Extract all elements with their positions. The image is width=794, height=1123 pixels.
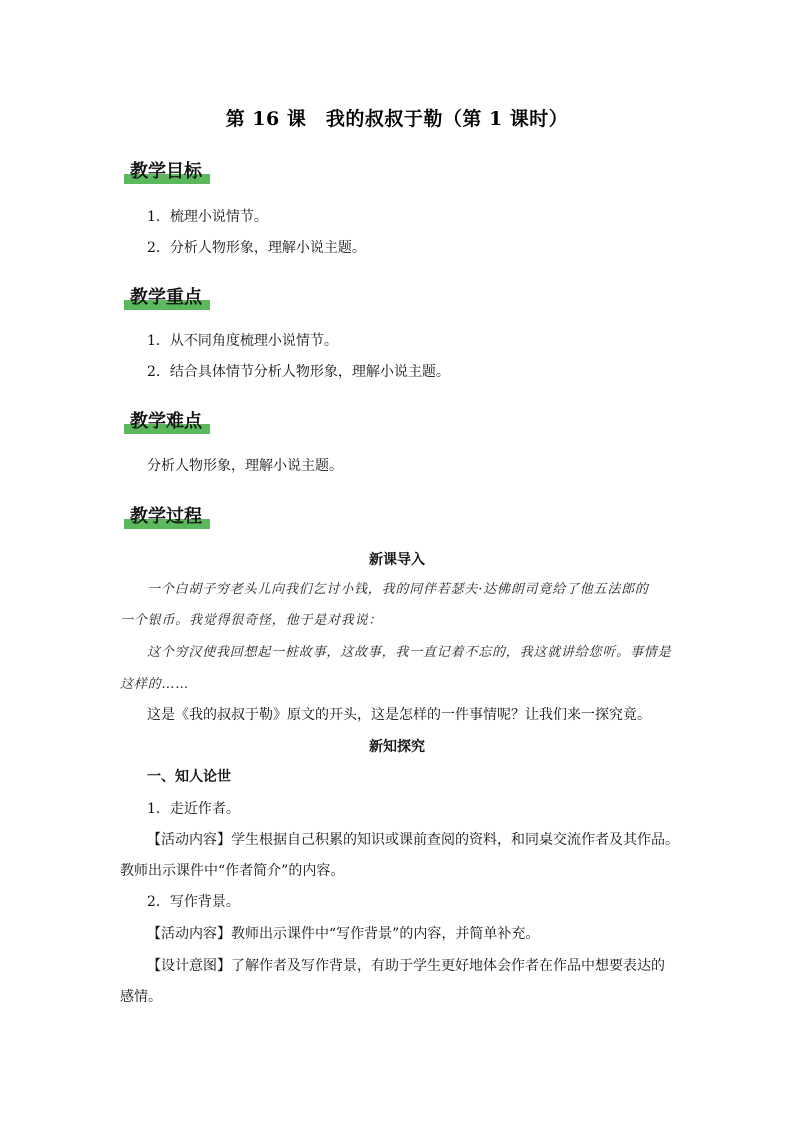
quote-line-3: 这个穷汉使我回想起一桩故事，这故事，我一直记着不忘的，我这就讲给您听。事情是 <box>147 645 672 660</box>
objective-item-1: 1．梳理小说情节。 <box>147 209 268 225</box>
step-1-text: 1．走近作者。 <box>147 801 240 817</box>
key-point-item-2: 2．结合具体情节分析人物形象，理解小说主题。 <box>147 364 450 380</box>
objective-item-2: 2．分析人物形象，理解小说主题。 <box>147 240 366 256</box>
section-heading-key-points: 教学重点 <box>124 286 210 310</box>
activity-2-text: 【活动内容】教师出示课件中“写作背景”的内容，并简单补充。 <box>147 926 540 942</box>
section-heading-difficulties: 教学难点 <box>124 410 210 434</box>
step-2-text: 2．写作背景。 <box>147 894 240 910</box>
activity-1-line-2: 教师出示课件中“作者简介”的内容。 <box>120 863 345 879</box>
design-intent-line-2: 感情。 <box>120 989 162 1005</box>
quote-line-4: 这样的…… <box>120 677 189 692</box>
activity-1-line-1: 【活动内容】学生根据自己积累的知识或课前查阅的资料，和同桌交流作者及其作品。 <box>147 832 679 848</box>
intro-paragraph: 这是《我的叔叔于勒》原文的开头，这是怎样的一件事情呢？让我们来一探究竟。 <box>147 707 651 723</box>
quote-line-2: 一个银币。我觉得很奇怪，他于是对我说： <box>120 613 383 628</box>
subheading-explore: 新知探究 <box>369 739 425 755</box>
key-point-item-1: 1．从不同角度梳理小说情节。 <box>147 333 338 349</box>
page-title: 第 16 课 我的叔叔于勒（第 1 课时） <box>225 108 569 130</box>
quote-line-1: 一个白胡子穷老头儿向我们乞讨小钱，我的同伴若瑟夫·达佛朗司竟给了他五法郎的 <box>147 582 649 597</box>
section-heading-objectives: 教学目标 <box>124 160 210 184</box>
design-intent-line-1: 【设计意图】了解作者及写作背景，有助于学生更好地体会作者在作品中想要表达的 <box>147 958 665 974</box>
difficulty-text: 分析人物形象，理解小说主题。 <box>147 458 343 474</box>
subheading-intro: 新课导入 <box>369 552 425 568</box>
part-one-heading: 一、知人论世 <box>147 769 231 785</box>
section-heading-process: 教学过程 <box>124 505 210 529</box>
